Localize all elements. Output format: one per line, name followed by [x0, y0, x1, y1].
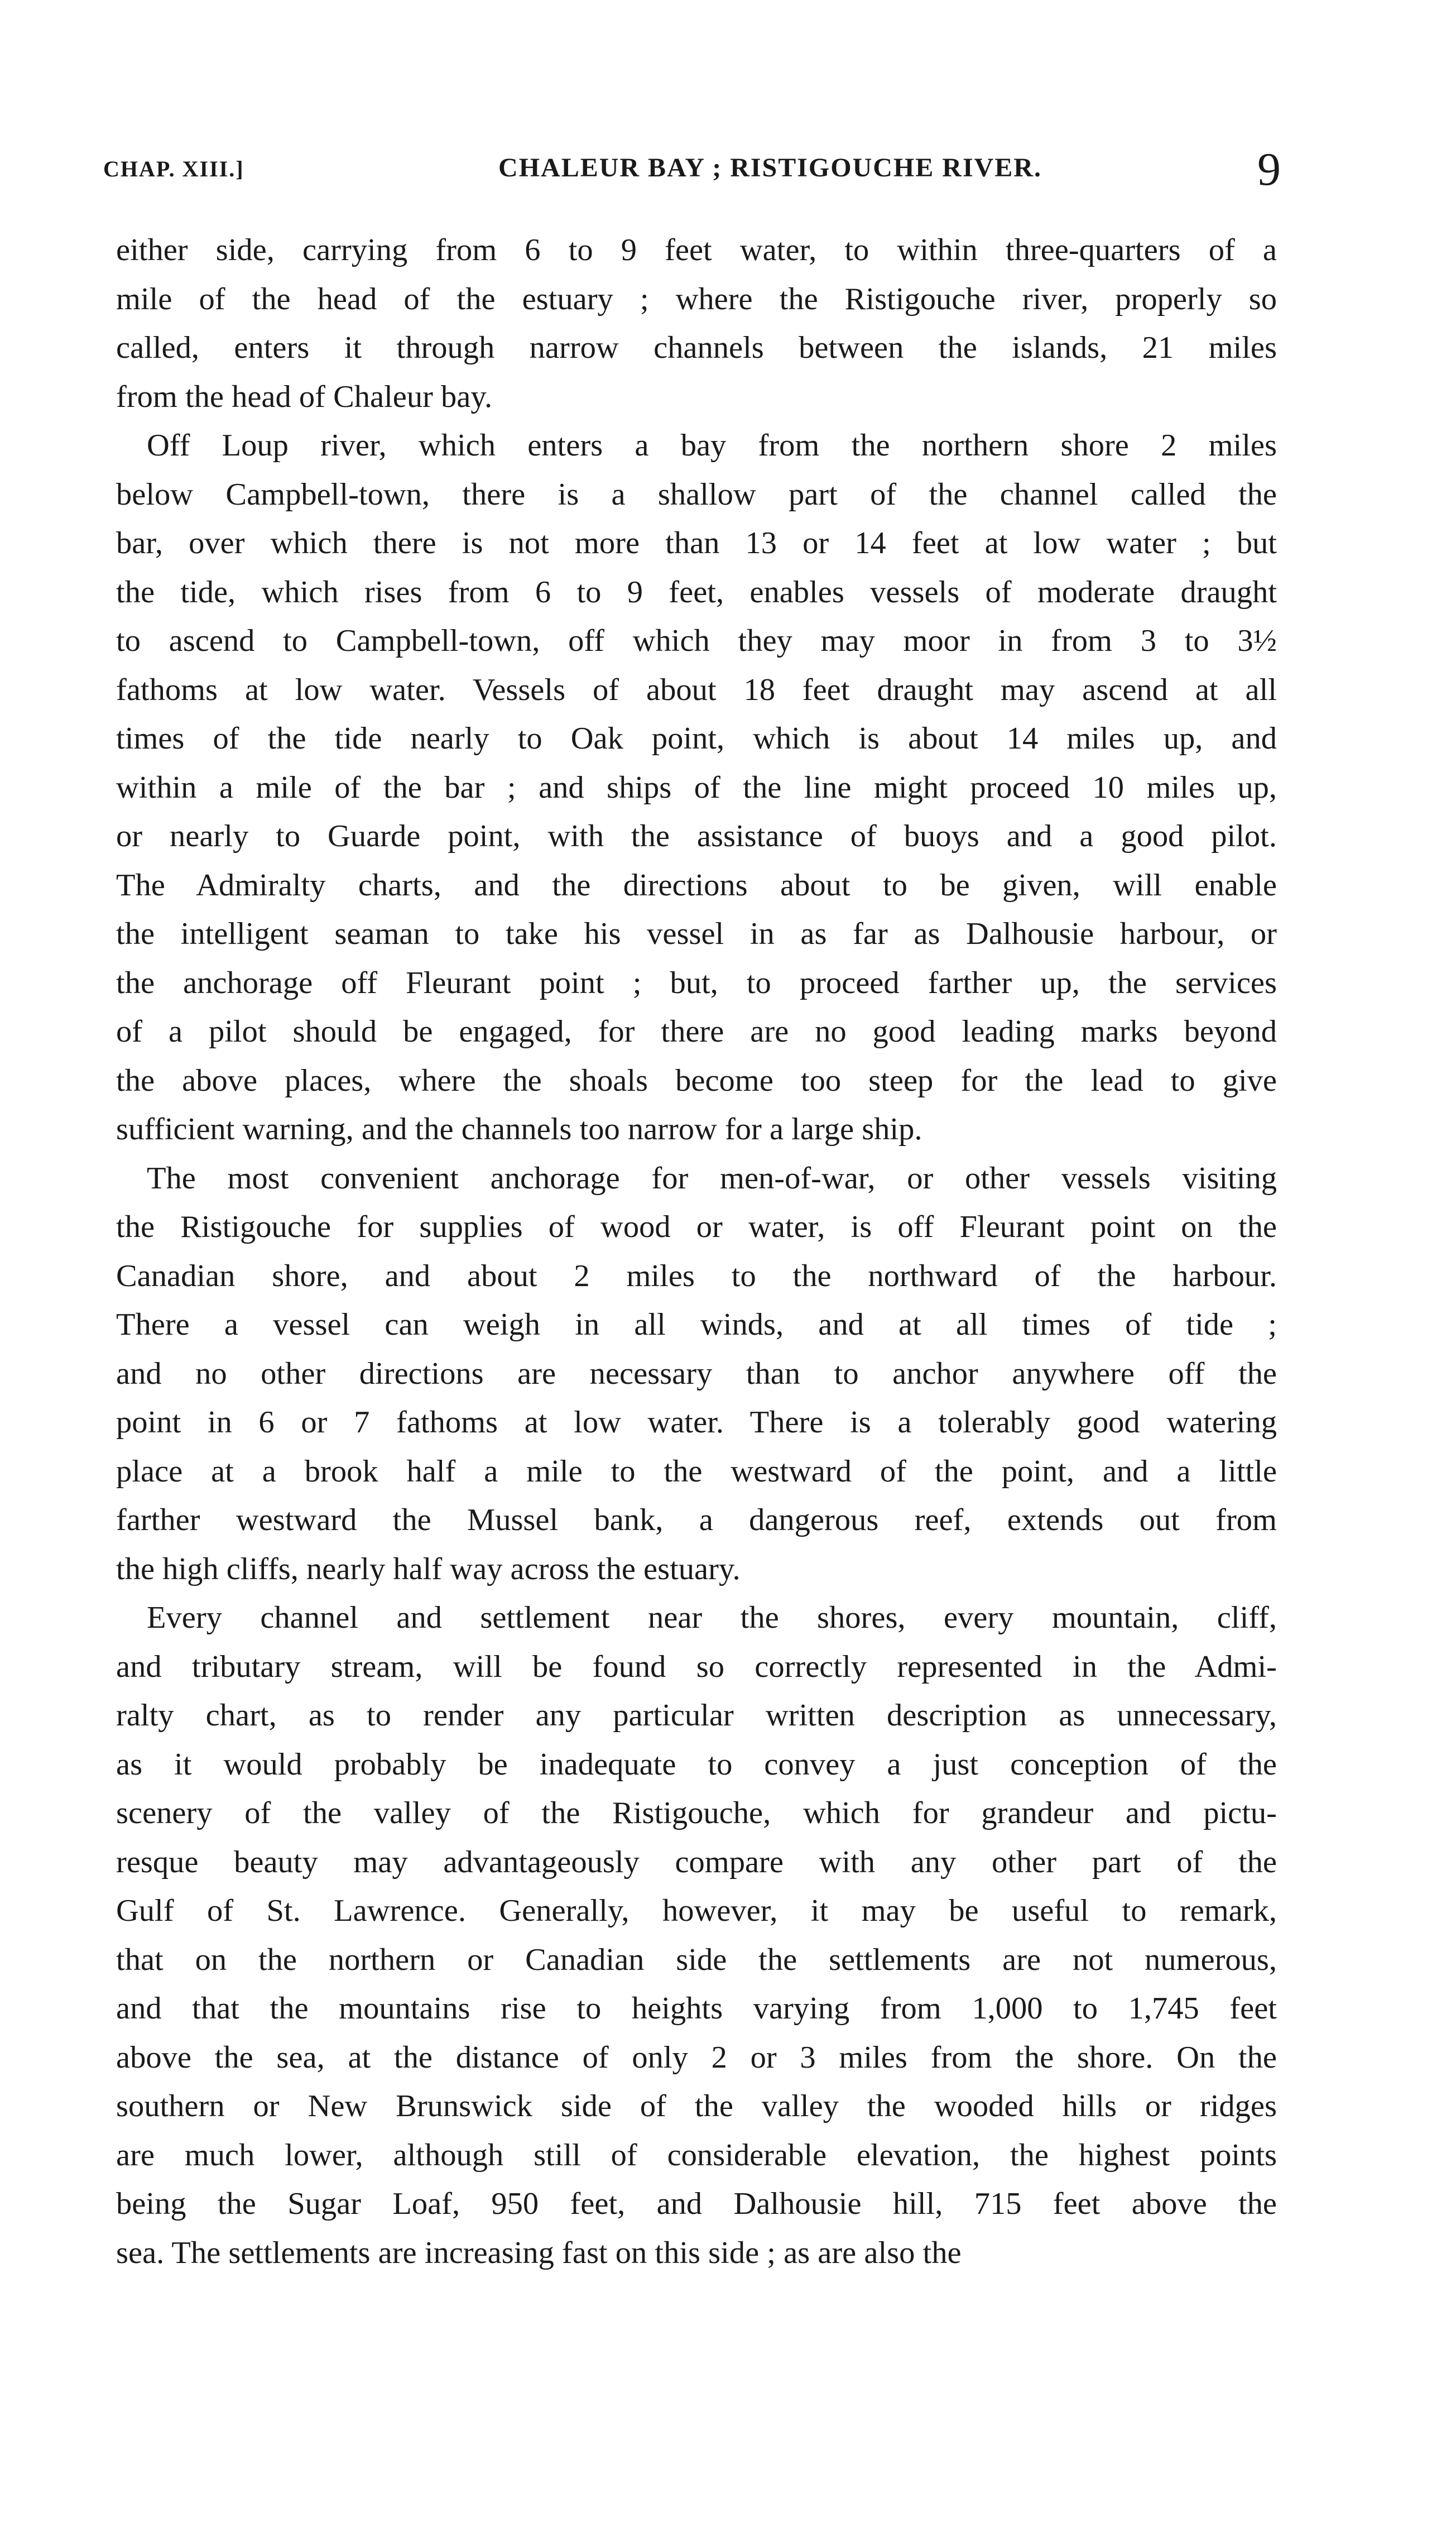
paragraph: [116, 1594, 1277, 2278]
paragraph: [116, 226, 1277, 421]
text-line: called, enters it through narrow channels between the islands, 21 miles: [116, 330, 1277, 365]
text-line: the intelligent seaman to take his vessel in as far as Dalhousie harbour, or: [116, 917, 1277, 951]
running-head: [103, 152, 1281, 183]
text-line: are much lower, although still of considerable elevation, the highest points: [116, 2137, 1277, 2173]
text-line: Canadian shore, and about 2 miles to the northward of the harbour.: [116, 1258, 1277, 1293]
text-line: resque beauty may advantageously compare with any other part of the: [116, 1844, 1277, 1879]
text-line: either side, carrying from 6 to 9 feet water, to within three-quarters of a: [116, 233, 1277, 267]
page-header: [103, 142, 1281, 204]
text-line: sea. The settlements are increasing fast on this side ; as are also the: [116, 2235, 962, 2270]
text-line: and tributary stream, will be found so correctly represented in the Admi-: [116, 1649, 1277, 1684]
text-line: Every channel and settlement near the shores, every mountain, cliff,: [147, 1600, 1277, 1635]
text-line: mile of the head of the estuary ; where the Ristigouche river, properly so: [116, 281, 1277, 317]
text-line: within a mile of the bar ; and ships of the line might proceed 10 miles up,: [116, 770, 1277, 805]
text-line: sufficient warning, and the channels too narrow for a large ship.: [116, 1112, 922, 1147]
text-line: southern or New Brunswick side of the valley the wooded hills or ridges: [116, 2089, 1277, 2123]
paragraph: [116, 421, 1277, 1154]
text-line: The most convenient anchorage for men-of-war, or other vessels visiting: [147, 1161, 1277, 1196]
text-line: below Campbell-town, there is a shallow part of the channel called the: [116, 477, 1277, 512]
text-line: There a vessel can weigh in all winds, and at all times of tide ;: [116, 1307, 1277, 1342]
text-line: Gulf of St. Lawrence. Generally, however, it may be useful to remark,: [116, 1893, 1277, 1928]
text-line: ralty chart, as to render any particular written description as unnecessary,: [116, 1698, 1277, 1733]
text-line: and no other directions are necessary than to anchor anywhere off the: [116, 1356, 1277, 1391]
body-text: [116, 226, 1277, 2278]
text-line: being the Sugar Loaf, 950 feet, and Dalhousie hill, 715 feet above the: [116, 2187, 1277, 2221]
text-line: the Ristigouche for supplies of wood or water, is off Fleurant point on the: [116, 1210, 1277, 1244]
text-line: to ascend to Campbell-town, off which they may moor in from 3 to 3½: [116, 624, 1277, 658]
text-line: scenery of the valley of the Ristigouche, which for grandeur and pictu-: [116, 1796, 1277, 1830]
text-line: the tide, which rises from 6 to 9 feet, enables vessels of moderate draught: [116, 574, 1277, 610]
running-title: CHALEUR BAY ; RISTIGOUCHE RIVER.: [498, 153, 1042, 183]
text-line: fathoms at low water. Vessels of about 18 feet draught may ascend at all: [116, 672, 1277, 707]
text-line: above the sea, at the distance of only 2 or 3 miles from the shore. On the: [116, 2040, 1277, 2075]
text-line: and that the mountains rise to heights varying from 1,000 to 1,745 feet: [116, 1991, 1277, 2026]
chapter-marker: CHAP. XIII.]: [103, 156, 244, 181]
text-line: place at a brook half a mile to the westward of the point, and a little: [116, 1454, 1277, 1489]
text-line: Off Loup river, which enters a bay from the northern shore 2 miles: [147, 428, 1277, 463]
text-line: farther westward the Mussel bank, a dangerous reef, extends out from: [116, 1503, 1277, 1537]
text-line: the anchorage off Fleurant point ; but, to proceed farther up, the services: [116, 965, 1277, 1000]
text-line: of a pilot should be engaged, for there are no good leading marks beyond: [116, 1014, 1277, 1049]
text-line: point in 6 or 7 fathoms at low water. There is a tolerably good watering: [116, 1405, 1277, 1440]
text-line: times of the tide nearly to Oak point, which is about 14 miles up, and: [116, 721, 1277, 756]
text-line: from the head of Chaleur bay.: [116, 379, 493, 414]
text-line: the above places, where the shoals become too steep for the lead to give: [116, 1063, 1277, 1098]
text-line: or nearly to Guarde point, with the assistance of buoys and a good pilot.: [116, 819, 1277, 854]
text-line: that on the northern or Canadian side the settlements are not numerous,: [116, 1942, 1277, 1977]
text-line: the high cliffs, nearly half way across the estuary.: [116, 1551, 741, 1586]
page-number: 9: [1257, 143, 1281, 195]
text-line: The Admiralty charts, and the directions about to be given, will enable: [116, 867, 1277, 903]
paragraph: [116, 1154, 1277, 1594]
text-line: bar, over which there is not more than 13 or 14 feet at low water ; but: [116, 526, 1277, 560]
text-line: as it would probably be inadequate to convey a just conception of the: [116, 1747, 1277, 1782]
